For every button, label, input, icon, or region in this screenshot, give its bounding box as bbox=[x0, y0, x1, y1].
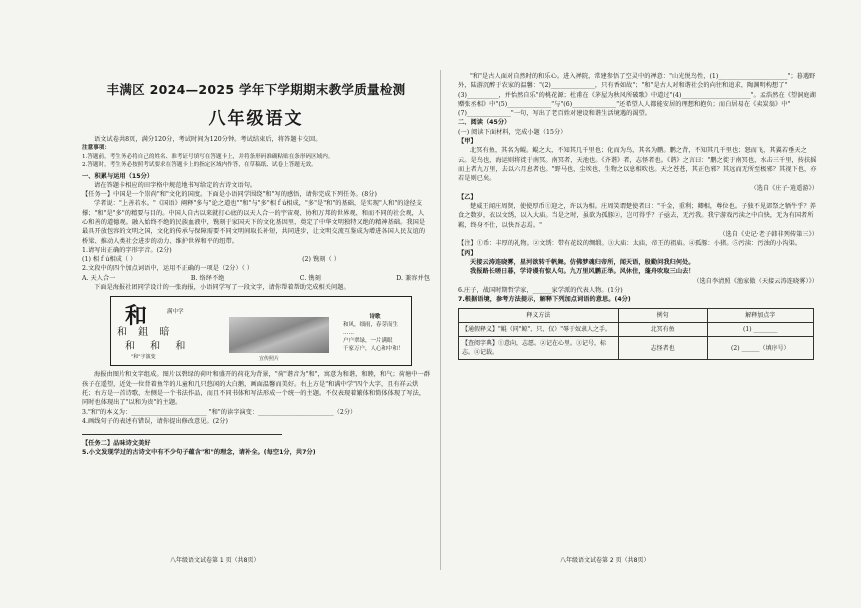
table-header-cell: 释义方法 bbox=[459, 309, 619, 323]
notes: 【注】①币：丰厚的礼物。②文绣：带有花纹的绸缎。③大庙：太庙，帝王的祖庙。④孤豚：小猪。⑤污渎：污浊的小沟渠。 bbox=[458, 240, 802, 248]
table-row bbox=[459, 323, 814, 337]
question-3: 3."和"的本义为：________________________ "和"的读字演变：________________________（2分） bbox=[82, 408, 357, 416]
poster bbox=[110, 296, 412, 366]
poster-poem bbox=[343, 313, 407, 353]
question-7: 7.根据语境，参考方法提示，解释下列加点词语的意思。(4分) bbox=[458, 296, 631, 304]
table-row bbox=[459, 337, 814, 360]
question-4: 4.画线句子的表述有错误，请你提出修改意见。(2分) bbox=[82, 417, 228, 425]
notice-2: 2.答题时，考生务必按照考试要求在答题卡上的指定区域内作答，在草稿纸、试卷上答题无效。 bbox=[82, 162, 317, 169]
text-bing-label: 【丙】 bbox=[458, 249, 477, 257]
question-1-blanks bbox=[82, 255, 430, 264]
section-1-heading: 一、积累与运用（15分） bbox=[82, 172, 154, 180]
poem-line-1: 天接云涛连晓雾，星河欲转千帆舞。仿佛梦魂归帝所，闻天语，殷勤问我归何处。 bbox=[470, 258, 695, 266]
text-jia-label: 【甲】 bbox=[458, 138, 477, 146]
poem-title: 诗歌 bbox=[369, 314, 381, 321]
calligraphy-caption: "和"字演变 bbox=[131, 354, 156, 361]
text-yi-source: （选自《史记·老子韩非列传第三》） bbox=[719, 231, 818, 239]
option-c: C. 镌刻 bbox=[299, 274, 321, 282]
calligraphy-row-1: 和 鉏 暗 bbox=[117, 327, 174, 339]
photo-caption: 宣传照片 bbox=[259, 356, 280, 363]
question-1: 1.请写出正确的字形字音。(2分) bbox=[82, 246, 172, 254]
section-2-heading: 二、阅读（45分） bbox=[458, 119, 511, 127]
question-1a: (1) 相ｆú相成（ ） bbox=[82, 256, 137, 264]
exam-title: 丰满区 2024—2025 学年下学期期末教学质量检测 bbox=[106, 82, 406, 97]
table-cell: 志怪者也 bbox=[618, 337, 707, 360]
passage-2: 海报由图片和文字组成。图片以碧绿的荷叶和盛开的荷花为背景，"荷"谐音为"和"，寓意为和谐，和睦，和气；荷塘中一群孩子在遥望，近处一位背着鱼竿的儿童和几只悠闲的大白鹅，画面温馨而美好。右上方是"和满中学"四个大字，且有祥云烘托；右方是一首诗歌，左侧是一个书法作品，而且不同书体和写法形成一个统一的主题。不仅表现着繁体和简体体现了写法，同时也体现出了"以和为贵"的主题。 bbox=[82, 371, 430, 407]
text-yi: 楚威王闻庄周贤，使使厚币①迎之，许以为相。庄周笑谓楚使者曰："千金，重利；卿相，尊位也。子独不见郊祭之牺牛乎？养食之数岁，衣以文绣，以入大庙。当是之时，虽欲为孤豚②，岂可得乎？子亟去，无污我。我宁游戏污渎之中自快，无为有国者所羁，终身不仕，以快吾志焉。" bbox=[458, 203, 816, 229]
poster-school: 满中学 bbox=[167, 309, 184, 316]
option-b: B. 络绎不绝 bbox=[190, 274, 225, 282]
text-yi-label: 【乙】 bbox=[458, 193, 477, 201]
calligraphy-row-2: 和 和 和 bbox=[125, 341, 192, 353]
poster-lead: 下面是海报社团同学设计的一张海报，小语同学写了一段文字，请你帮着帮助完成相关问题。 bbox=[94, 284, 350, 292]
text-bing-source: （选自李清照《渔家傲（天接云涛连晓雾）》） bbox=[693, 277, 818, 285]
poster-char: 和 bbox=[125, 303, 148, 330]
question-2-options bbox=[82, 274, 430, 283]
table-header-cell: 解释加点字 bbox=[707, 309, 814, 323]
footer-left: 八年级语文试卷第 1 页（共8页） bbox=[170, 557, 260, 564]
table-cell: (1) ________ bbox=[707, 323, 814, 337]
table-cell: 【查阅字典】①意向，志愿。②记在心里。③记号，标志。④记载。 bbox=[459, 337, 619, 360]
intro-text: 语文试卷共8页，满分120分，考试时间为120分钟。考试结束后，将答题卡交回。 bbox=[94, 136, 322, 143]
task-2-heading: 【任务二】品味诗文美好 bbox=[82, 440, 151, 448]
answer-line bbox=[82, 426, 282, 435]
table-cell: 北冥有鱼 bbox=[618, 323, 707, 337]
section-1-lead: 请在答题卡相应的田字格中规范地书写给定的古诗文语句。 bbox=[94, 181, 257, 189]
notice-head: 注意事项： bbox=[82, 145, 110, 152]
text-jia-source: （选自《庄子·逍遥游》） bbox=[750, 184, 818, 192]
page-left bbox=[82, 72, 430, 592]
page-right bbox=[458, 72, 818, 592]
option-a: A. 天人合一 bbox=[82, 274, 116, 282]
table-cell: 【通假释义】"鲲（同"鲸"、只、仅）"辱于奴隶人之手。 bbox=[459, 323, 619, 337]
poem-body: 和风，细雨，春芽而生 …… 户户翠绿，一片满眼 千家万户，人心和中和！ bbox=[343, 322, 404, 353]
poster-photo bbox=[229, 317, 329, 353]
exam-subject: 八年级语文 bbox=[208, 109, 304, 129]
task-1-heading: 【任务一】中国是一个崇尚"和"文化的国度。下面是小语同学围绕"和"写的感悟，请你完成下列任务。(8分) bbox=[82, 191, 377, 199]
question-5: 5.小文发现学过的古诗文中有不少句子蕴含"和"的理念，请补全。(每空1分，共7分) bbox=[82, 449, 316, 457]
question-2: 2.文段中的四个加点词语中，运用不正确的一项是（2分）（ ） bbox=[82, 265, 254, 273]
notice-1: 1.答题前，考生务必将自己的姓名、准考证号填写在答题卡上，并将条形码准确粘贴在条形码区域内。 bbox=[82, 153, 334, 160]
poem-line-2: 我报路长嗟日暮，学诗谩有惊人句。九万里风鹏正举。风休住，蓬舟吹取三山去！ bbox=[470, 268, 695, 276]
fill-blank-passage: "和"是古人面对自然时的和乐心。进入禅院，常建参悟了空灵中的禅意："山光悦鸟性，(1)______________________"；暮遇野外，陆游沉醉于农家的温馨："(2)______________，只有香如故"；"和"是古人对和谐社会的向往和追求，陶渊明构想了"(3)__________，并怡然自乐"的桃花源；杜甫在《茅屋为秋风所破歌》中道过"(4)______________________"。孟浩然在《望洞庭湖赠张丞相》中"(5)______________"与"(6)______________"还希望人人都能安居的理想和抱负；而白居易在《卖炭翁》中"(7)______________"一句，写出了老百姓对建设和谐生活境遇的渴望。 bbox=[458, 73, 816, 118]
table-cell: (2) ______（填序号） bbox=[707, 337, 814, 360]
text-jia: 北冥有鱼，其名为鲲。鲲之大，不知其几千里也；化而为鸟，其名为鹏。鹏之背，不知其几千里也；怒而飞，其翼若垂天之云。是鸟也，海运则将徙于南冥。南冥者，天池也。《齐谐》者，志怪者也。《谐》之言曰："鹏之徙于南冥也，水击三千里，抟扶摇而上者九万里，去以六月息者也。"野马也，尘埃也，生物之以息相吹也。天之苍苍，其正色邪？其远而无所至极邪？其视下也，亦若是则已矣。 bbox=[458, 147, 817, 183]
method-table bbox=[458, 308, 814, 360]
option-d: D. 兼容并包 bbox=[396, 274, 430, 282]
passage-1: 学者说："上善若水。"《国语》阐释"多与"论之道也""和"与"多"相ｆú相成，"多"是"和"的基础，是实现"人和"的途径支撑；"和"是"多"的精要与目的。中国人自古以来就打心底的以天人合一的宇宙观、协和万邦的世界观、和而不同的社会观，人心和善的道德观。融入始终不绝的民族血液中，镌刻于家国天下的文化基因里，奠定了中华文明独特又绝的精神基础。我国是最具开放包容的文明之国，文化的传承与保障需要不同文明间取长补短，共同进步，让文明交流互鉴成为增进各国人民友谊的桥梁、推动人类社会进步的动力、维护世界和平的纽带。 bbox=[82, 200, 426, 245]
page-divider bbox=[440, 70, 441, 570]
table-header-cell: 例句 bbox=[618, 309, 707, 323]
table-header bbox=[459, 309, 814, 323]
question-6: 6.庄子，战国时期哲学家，______家学派的代表人物。(1分) bbox=[458, 286, 623, 294]
subsection-1: (一) 阅读下面材料，完成小题（15分） bbox=[458, 128, 567, 136]
footer-right: 八年级语文试卷第 2 页（共8页） bbox=[560, 557, 650, 564]
question-1b: (2) 镌刻（ ） bbox=[302, 256, 340, 264]
